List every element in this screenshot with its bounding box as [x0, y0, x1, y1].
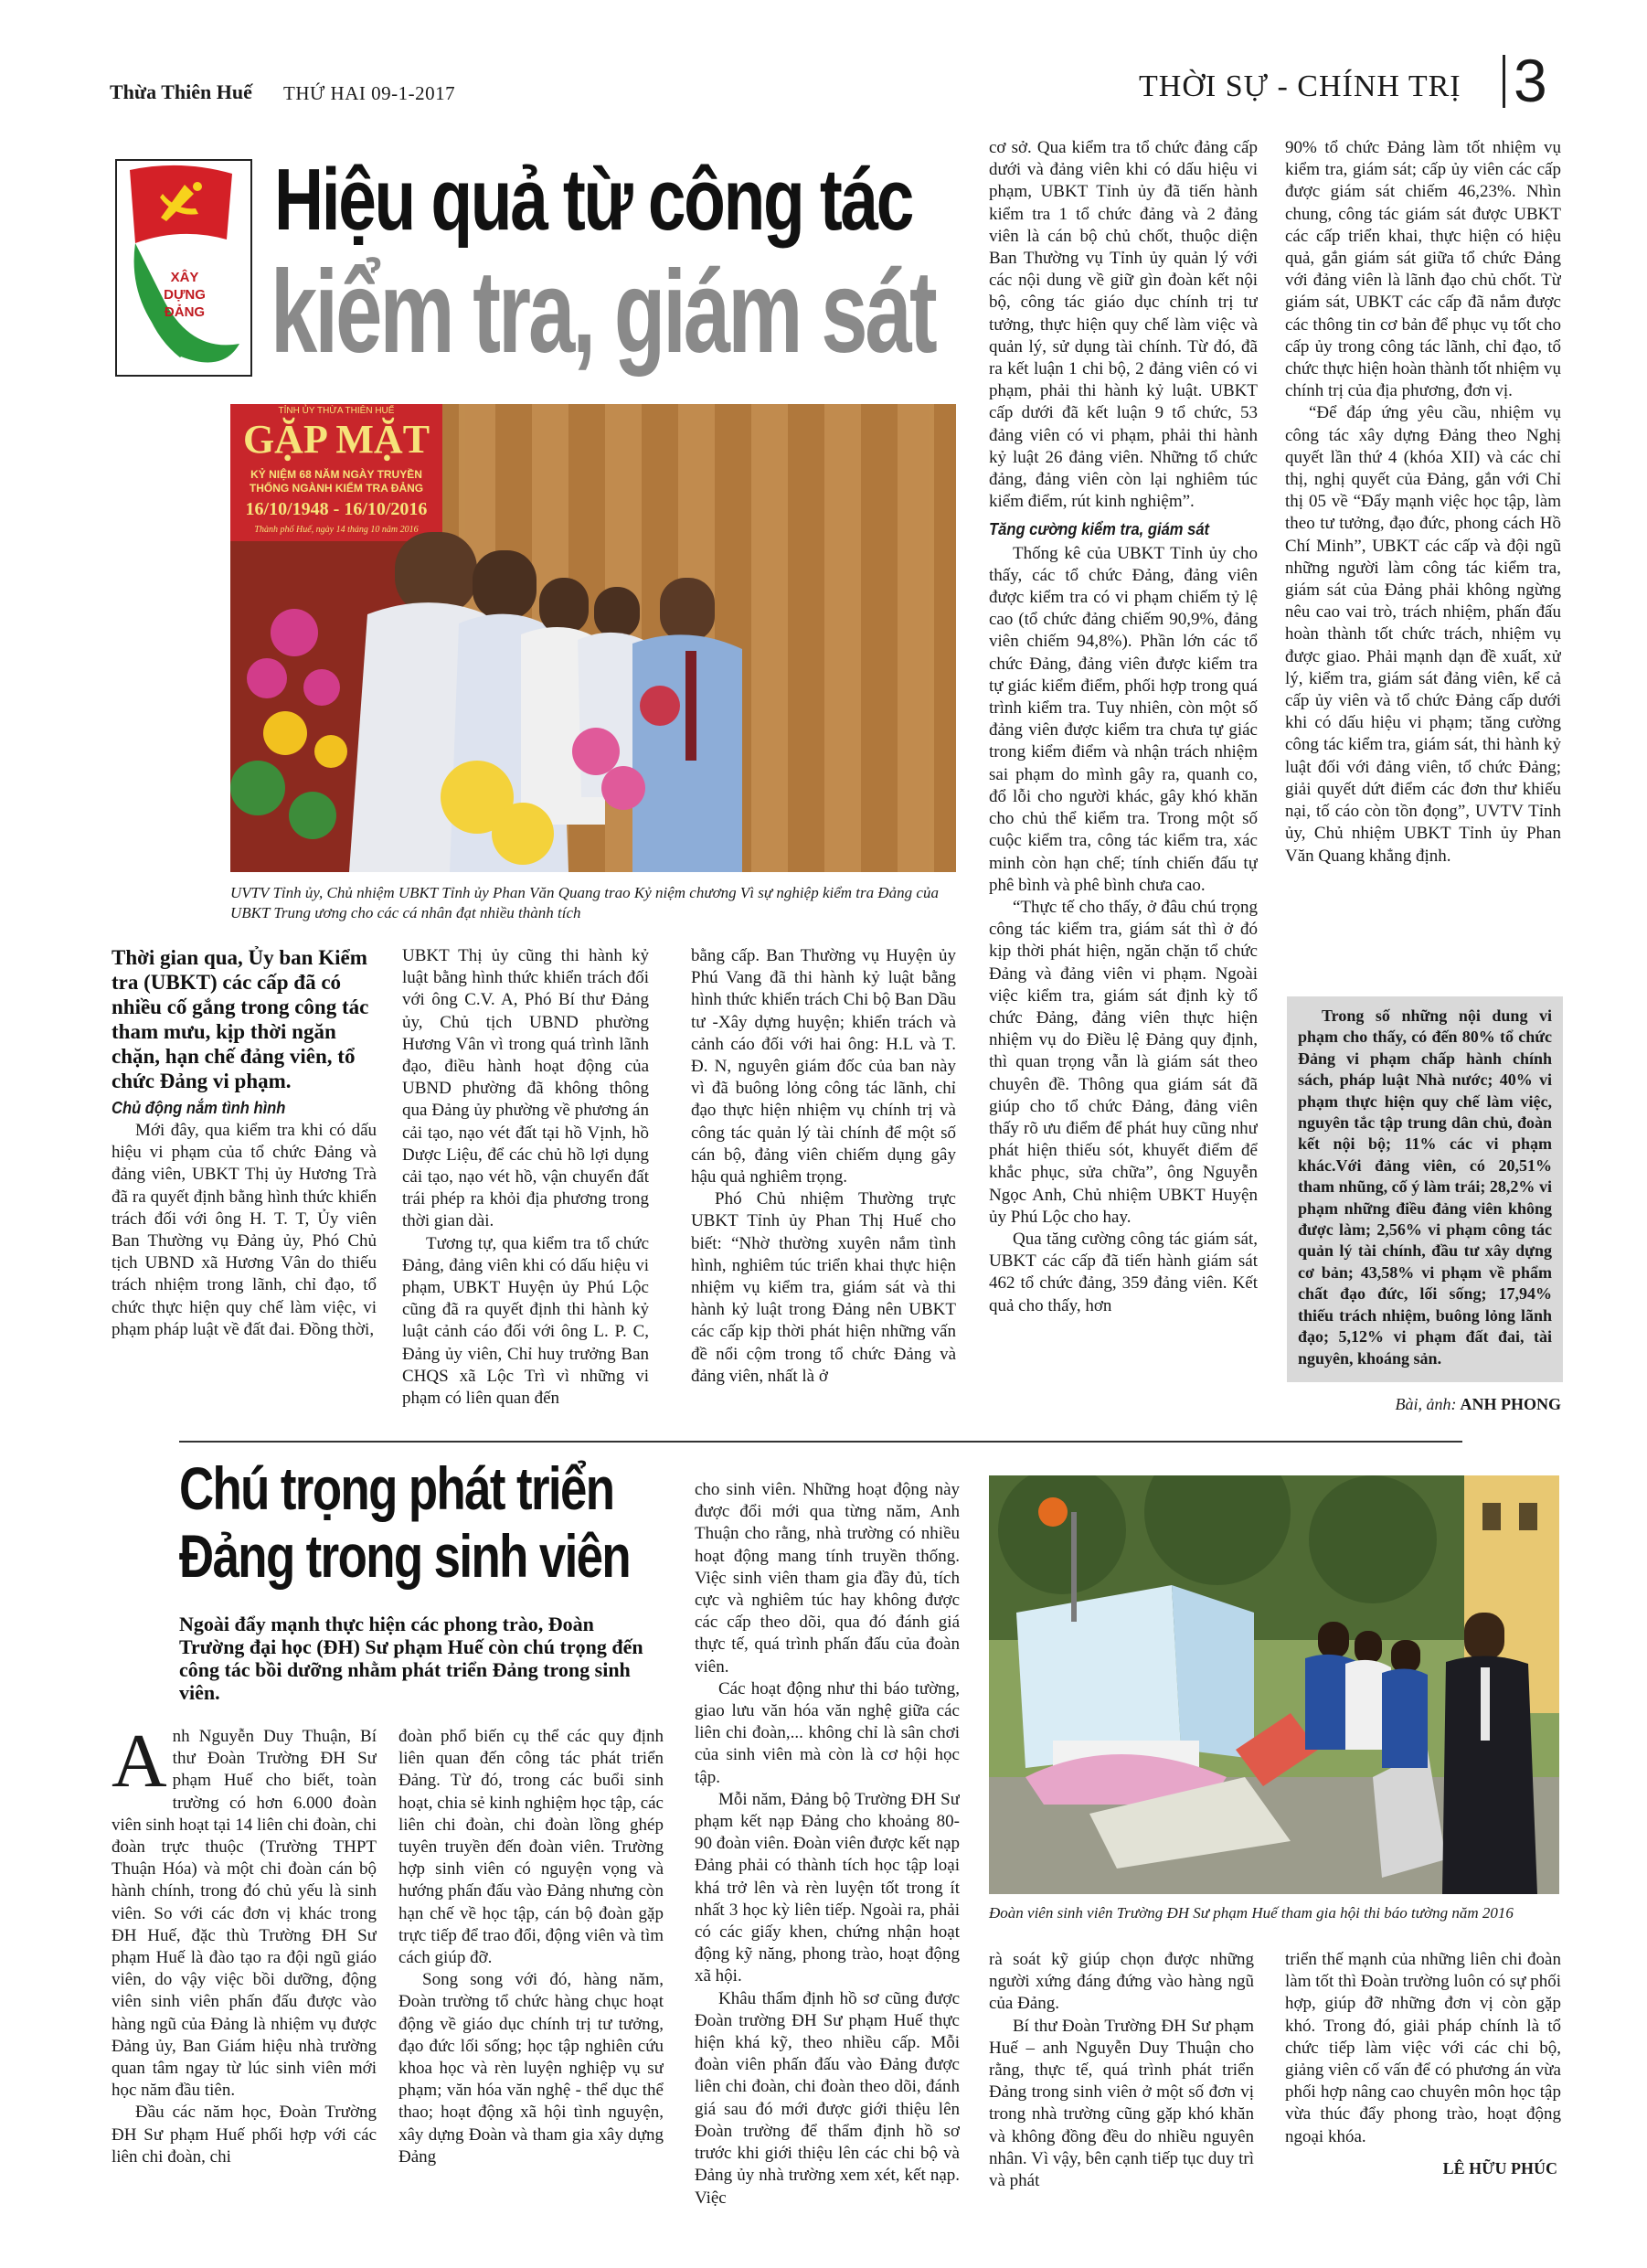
article1-col2: [402, 945, 649, 1424]
article2-byline: LÊ HỮU PHÚC: [1442, 2159, 1557, 2177]
party-building-logo: [115, 159, 252, 377]
logo-text: XÂY DỰNG ĐẢNG: [164, 270, 206, 320]
article2-title-line2: Đảng trong sinh viên: [179, 1522, 631, 1590]
byline-name: ANH PHONG: [1460, 1395, 1561, 1413]
article1-col1: [112, 945, 377, 1421]
newspaper-name: Thừa Thiên Huế: [110, 80, 252, 103]
article1-paragraph: bằng cấp. Ban Thường vụ Huyện ủy Phú Vang đã thi hành kỷ luật bằng hình thức khiển trách Chi bộ Ban Dầu tư -Xây dựng huyện; khiển trách và cảnh cáo đối với hai ông: H.L và T. Đ. N, nguyên giám đốc của ban này vì đã buông lỏng công tác lãnh, chỉ đạo thực hiện nhiệm vụ chính trị và công tác quản lý tài chính để một số cán bộ, đảng viên chiếm dụng gây hậu quả nghiêm trọng.: [691, 946, 956, 1187]
article1-paragraph: Thống kê của UBKT Tỉnh ủy cho thấy, các tổ chức Đảng, đảng viên được kiểm tra có vi phạm chiếm tỷ lệ cao (tổ chức đảng chiếm 90,9%, đảng viên chiếm 94,8%). Phần lớn các tổ chức Đảng, đảng viên được kiểm tra tự giác kiểm điểm, phối hợp trong quá trình kiểm tra. Tuy nhiên, còn một số đảng viên được kiểm tra chưa tự giác trong kiểm điểm và nhận trách nhiệm sai phạm do mình gây ra, quanh co, đổ lỗi cho người khác, gây khó khăn cho chủ thể kiểm tra. Trong một số cuộc kiểm tra, công tác kiểm tra, xác minh còn hạn chế; tính chiến đấu tự phê bình và phê bình chưa cao.: [989, 543, 1258, 895]
article1-paragraph: “Thực tế cho thấy, ở đâu chú trọng công tác kiểm tra, giám sát thì ở đó kịp thời phát hiện, ngăn chặn tổ chức Đảng và đảng viên vi phạm. Ngoài việc kiểm tra, giám sát định kỳ tổ chức Đảng, đảng viên thực hiện nhiệm vụ do Điều lệ Đảng quy định, thì quan trọng vẫn là giám sát theo chuyên đề. Thông qua giám sát đã giúp cho tổ chức Đảng, đảng viên thấy rõ ưu điểm để phát huy cũng như phát hiện thiếu sót, khuyết điểm để khắc phục, sửa chữa”, ông Nguyễn Ngọc Anh, Chủ nhiệm UBKT Huyện ủy Phú Lộc cho hay.: [989, 897, 1258, 1227]
article1-paragraph: Qua tăng cường công tác giám sát, UBKT các cấp đã tiến hành giám sát 462 tổ chức đảng, 359 đảng viên. Kết quả cho thấy, hơn: [989, 1229, 1258, 1315]
article2-paragraph: triển thế mạnh của những liên chi đoàn làm tốt thì Đoàn trường luôn có sự phối hợp, giúp đỡ những đơn vị còn gặp khó. Trong đó, giải pháp chính là tổ chức tiếp làm việc với các chi bộ, giảng viên cố vấn để có phương án vừa phối hợp nâng cao chuyên môn học tập vừa thúc đẩy phong trào, hoạt động ngoại khóa.: [1285, 1950, 1561, 2146]
byline-label: Bài, ảnh:: [1395, 1395, 1457, 1413]
drop-cap: A: [112, 1726, 167, 1804]
article1-paragraph: Mới đây, qua kiểm tra khi có dấu hiệu vi phạm của tổ chức Đảng và đảng viên, UBKT Thị ủy Hương Trà đã ra quyết định bằng hình thức khiển trách đối với ông H. T. T, Ủy viên Ban Thường vụ Đảng ủy, Phó Chủ tịch UBND xã Hương Vân do thiếu trách nhiệm trong lãnh, chỉ đạo, tổ chức thực hiện quy chế làm việc, vi phạm pháp luật về đất đai. Đồng thời,: [112, 1121, 377, 1339]
article1-paragraph: Tương tự, qua kiểm tra tổ chức Đảng, đảng viên khi có dấu hiệu vi phạm, UBKT Huyện ủy Phú Lộc cũng đã ra quyết định thi hành kỷ luật cảnh cáo đối với ông L. P. C, Đảng ủy viên, Chỉ huy trưởng Ban CHQS xã Lộc Trì vì những vi phạm có liên quan đến: [402, 1233, 649, 1409]
article2-paragraph: Mỗi năm, Đảng bộ Trường ĐH Sư phạm kết nạp Đảng cho khoảng 80-90 đoàn viên. Đoàn viên được kết nạp Đảng phải có thành tích học tập loại khá trở lên và rèn luyện tốt trong ít nhất 3 học kỳ liên tiếp. Ngoài ra, phải có các giấy khen, chứng nhận hoạt động kỹ năng, phong trào, hoạt động xã hội.: [695, 1789, 960, 1986]
article2-paragraph: nh Nguyễn Duy Thuận, Bí thư Đoàn Trường ĐH Sư phạm Huế cho biết, toàn trường có hơn 6.000 đoàn viên sinh hoạt tại 14 liên chi đoàn, chi đoàn trực thuộc (Trường THPT Thuận Hóa) và một chi đoàn cán bộ hành chính, trong đó chủ yếu là sinh viên. So với các đơn vị khác trong ĐH Huế, đặc thù Trường ĐH Sư phạm Huế là đào tạo ra đội ngũ giáo viên, do vậy việc bồi dưỡng, động viên sinh viên phấn đấu được vào hàng ngũ của Đảng là nhiệm vụ được Đảng ủy, Ban Giám hiệu nhà trường quan tâm ngay từ lúc sinh viên mới học năm đầu tiên.: [112, 1727, 377, 2101]
banner-dates: 16/10/1948 - 16/10/2016: [245, 499, 428, 519]
sidebox-text: Trong số những nội dung vi phạm cho thấy, có đến 80% tổ chức Đảng vi phạm chấp hành chính sách, pháp luật Nhà nước; 40% vi phạm thực hiện quy chế làm việc, nguyên tắc tập trung dân chủ, đoàn kết nội bộ; 11% các vi phạm khác.Với đảng viên, có 20,51% tham nhũng, cố ý làm trái; 28,2% vi phạm những điều đảng viên không được làm; 2,56% vi phạm công tác quản lý tài chính, đầu tư xây dựng cơ bản; 43,58% vi phạm về phẩm chất đạo đức, lối sống; 17,94% thiếu trách nhiệm, buông lỏng lãnh đạo; 5,12% vi phạm đất đai, tài nguyên, khoáng sản.: [1298, 1006, 1552, 1368]
article1-title-line2: kiểm tra, giám sát: [271, 247, 935, 378]
article2-col4: [989, 1949, 1254, 2225]
article2-title-line1: Chú trọng phát triển: [179, 1454, 614, 1522]
article1-photo-caption: UVTV Tỉnh ủy, Chủ nhiệm UBKT Tỉnh ủy Phan Văn Quang trao Kỷ niệm chương Vì sự nghiệp kiểm tra Đảng của UBKT Trung ương cho các cá nhân đạt nhiều thành tích: [230, 884, 939, 921]
article1-byline: [1287, 1395, 1561, 1414]
article1-col4: [989, 137, 1258, 1428]
banner-title: GẶP MẶT: [242, 417, 430, 462]
article1-paragraph: UBKT Thị ủy cũng thi hành kỷ luật bằng hình thức khiển trách đối với ông C.V. A, Phó Bí thư Đảng ủy, Chủ tịch UBND phường Hương Vân vì trong quá trình lãnh đạo, điều hành hoạt động của UBND phường đã không thông qua Đảng ủy phường về phương án cải tạo, nạo vét đất tại hồ Vịnh, hồ Dược Liệu, để các chủ hồ lợi dụng cải tạo, nạo vét hồ, vận chuyển đất trái phép ra khỏi địa phương trong thời gian dài.: [402, 946, 649, 1231]
article2-col2: [398, 1726, 664, 2225]
article1-col3: [691, 945, 956, 1424]
article1-photo: [230, 404, 956, 872]
article2-paragraph: Đầu các năm học, Đoàn Trường ĐH Sư phạm Huế phối hợp với các liên chi đoàn, chi: [112, 2103, 377, 2167]
article1-paragraph: Phó Chủ nhiệm Thường trực UBKT Tỉnh ủy Phan Thị Huế cho biết: “Nhờ thường xuyên nắm tình hình, nghiêm túc triển khai thực hiện nhiệm vụ kiểm tra, giám sát và thi hành kỷ luật trong Đảng nên UBKT các cấp kịp thời phát hiện những vấn đề nổi cộm trong tổ chức Đảng và đảng viên, nhất là ở: [691, 1189, 956, 1386]
article2-paragraph: Bí thư Đoàn Trường ĐH Sư phạm Huế – anh Nguyễn Duy Thuận cho rằng, thực tế, quá trình phát triển Đảng trong sinh viên ở một số đơn vị trong nhà trường cũng gặp khó khăn và không đồng đều do nhiều nguyên nhân. Vì vậy, bên cạnh tiếp tục duy trì và phát: [989, 2016, 1254, 2191]
article1-subhead-1: Chủ động nắm tình hình: [112, 1099, 286, 1117]
article2-photo-caption: Đoàn viên sinh viên Trường ĐH Sư phạm Huế tham gia hội thi báo tường năm 2016: [989, 1904, 1514, 1922]
article2-photo: [989, 1475, 1559, 1894]
page-number: 3: [1514, 47, 1547, 114]
article2-paragraph: đoàn phổ biến cụ thể các quy định liên quan đến công tác phát triển Đảng. Từ đó, trong các buổi sinh hoạt, chia sẻ kinh nghiệm học tập, các liên chi đoàn, chi đoàn lồng ghép tuyên truyền đến đoàn viên. Trường hợp sinh viên có nguyện vọng và hướng phấn đấu vào Đảng nhưng còn hạn chế về học tập, cán bộ đoàn gặp trực tiếp để trao đổi, động viên và tìm cách giúp đỡ.: [398, 1727, 664, 1968]
article1-subhead-2: Tăng cường kiểm tra, giám sát: [989, 520, 1210, 539]
section-title: THỜI SỰ - CHÍNH TRỊ: [1139, 69, 1461, 103]
article1-paragraph: “Để đáp ứng yêu cầu, nhiệm vụ công tác xây dựng Đảng theo Nghị quyết lần thứ 4 (khóa XII) và các chỉ thị, nghị quyết của Đảng, gắn với Chỉ thị 05 về “Đẩy mạnh việc học tập, làm theo tư tưởng, đạo đức, phong cách Hồ Chí Minh”, UBKT các cấp và đội ngũ những người làm công tác kiểm tra, giám sát của Đảng phải không ngừng nêu cao vai trò, trách nhiệm, phấn đấu hoàn thành tốt chức trách, nhiệm vụ được giao. Phải mạnh dạn đề xuất, xử lý, kiểm tra, giám sát đảng viên, kể cả cấp ủy viên và tổ chức Đảng cấp dưới khi có dấu hiệu vi phạm; tăng cường công tác kiểm tra, giám sát, thi hành kỷ luật đối với đảng viên, tổ chức Đảng; giải quyết dứt điểm các đơn thư khiếu nại, tố cáo còn tồn đọng”, UVTV Tỉnh ủy, Chủ nhiệm UBKT Tỉnh ủy Phan Văn Quang khẳng định.: [1285, 403, 1561, 866]
article1-paragraph: cơ sở. Qua kiểm tra tổ chức đảng cấp dưới và đảng viên khi có dấu hiệu vi phạm, UBKT Tỉnh ủy đã tiến hành kiểm tra 1 tổ chức đảng và 2 đảng viên là cán bộ chủ chốt, thuộc diện Ban Thường vụ Tỉnh ủy quản lý với các nội dung về giữ gìn đoàn kết nội bộ, công tác giáo dục chính trị tư tưởng, thực hiện quy chế làm việc và quản lý, sử dụng tài chính. Từ đó, đã ra kết luận 1 chi bộ, 2 đảng viên có vi phạm, phải thi hành kỷ luật. UBKT cấp dưới đã kết luận 9 tổ chức, 53 đảng viên có vi phạm, phải thi hành kỷ luật 26 đảng viên. Những tổ chức đảng, đảng viên còn lại nghiêm túc kiểm điểm, rút kinh nghiệm”.: [989, 138, 1258, 512]
article2-paragraph: Khâu thẩm định hồ sơ cũng được Đoàn trường ĐH Sư phạm Huế thực hiện khá kỹ, theo nhiều cấp. Mỗi đoàn viên phấn đấu vào Đảng được liên chi đoàn, chi đoàn theo dõi, đánh giá sau đó mới được giới thiệu lên Đoàn trường để thẩm định hồ sơ trước khi giới thiệu lên các chi bộ và Đảng ủy nhà trường xem xét, kết nạp. Việc: [695, 1988, 960, 2208]
article2-col1: [112, 1726, 377, 2225]
statistics-sidebox: [1287, 996, 1563, 1382]
article2-paragraph: Các hoạt động như thi báo tường, giao lưu văn hóa văn nghệ giữa các liên chi đoàn,... không chỉ là sân chơi của sinh viên mà còn là cơ hội học tập.: [695, 1678, 960, 1787]
article1-lead: Thời gian qua, Ủy ban Kiểm tra (UBKT) các cấp đã có nhiều cố gắng trong công tác tham mưu, kịp thời ngăn chặn, hạn chế đảng viên, tổ chức Đảng vi phạm.: [112, 946, 369, 1092]
flag-icon: [117, 161, 250, 375]
article2-lead: Ngoài đẩy mạnh thực hiện các phong trào, Đoàn Trường đại học (ĐH) Sư phạm Huế còn chú trọng đến công tác bồi dưỡng nhằm phát triển Đảng trong sinh viên.: [179, 1613, 643, 1704]
issue-date: THỨ HAI 09-1-2017: [283, 82, 456, 104]
article1-title-line1: Hiệu quả từ công tác: [274, 151, 913, 249]
article-separator: [179, 1441, 1462, 1443]
banner-place: Thành phố Huế, ngày 14 tháng 10 năm 2016: [254, 525, 419, 535]
article2-paragraph: rà soát kỹ giúp chọn được những người xứng đáng đứng vào hàng ngũ của Đảng.: [989, 1950, 1254, 2014]
article2-col5: [1285, 1949, 1561, 2150]
article2-paragraph: cho sinh viên. Những hoạt động này được đổi mới qua từng năm, Anh Thuận cho rằng, nhà trường có nhiều hoạt động mang tính truyền thống. Việc sinh viên tham gia đầy đủ, tích cực và nghiêm túc hay không được các cấp theo dõi, qua đó đánh giá thực tế, quá trình phấn đấu của đoàn viên.: [695, 1480, 960, 1677]
article2-paragraph: Song song với đó, hàng năm, Đoàn trường tổ chức hàng chục hoạt động về giáo dục chính trị tư tưởng, đạo đức lối sống; học tập nghiên cứu khoa học và rèn luyện nghiệp vụ sư phạm; văn hóa văn nghệ - thể dục thể thao; hoạt động xã hội tình nguyện, xây dựng Đoàn và tham gia xây dựng Đảng: [398, 1970, 664, 2167]
banner-top: TỈNH ỦY THỪA THIÊN HUẾ: [278, 406, 395, 416]
article2-col3: [695, 1479, 960, 2225]
article1-col5: [1285, 137, 1561, 993]
article1-paragraph: 90% tổ chức Đảng làm tốt nhiệm vụ kiểm tra, giám sát; cấp ủy viên các cấp được giám sát chiếm 46,23%. Nhìn chung, công tác giám sát được UBKT các cấp triển khai, thực hiện có hiệu quả, gắn giám sát giữa tổ chức Đảng với đảng viên là lãnh đạo chủ chốt. Từ giám sát, UBKT các cấp đã nắm được các thông tin cơ bản để phục vụ tốt cho cấp ủy trong công tác lãnh, chỉ đạo, tổ chức thực hiện hoàn thành tốt nhiệm vụ chính trị của địa phương, đơn vị.: [1285, 138, 1561, 401]
banner-subtitle: KỶ NIỆM 68 NĂM NGÀY TRUYỀN THỐNG NGÀNH KIỂM TRA ĐẢNG: [249, 468, 424, 495]
header-divider: [1503, 55, 1505, 108]
